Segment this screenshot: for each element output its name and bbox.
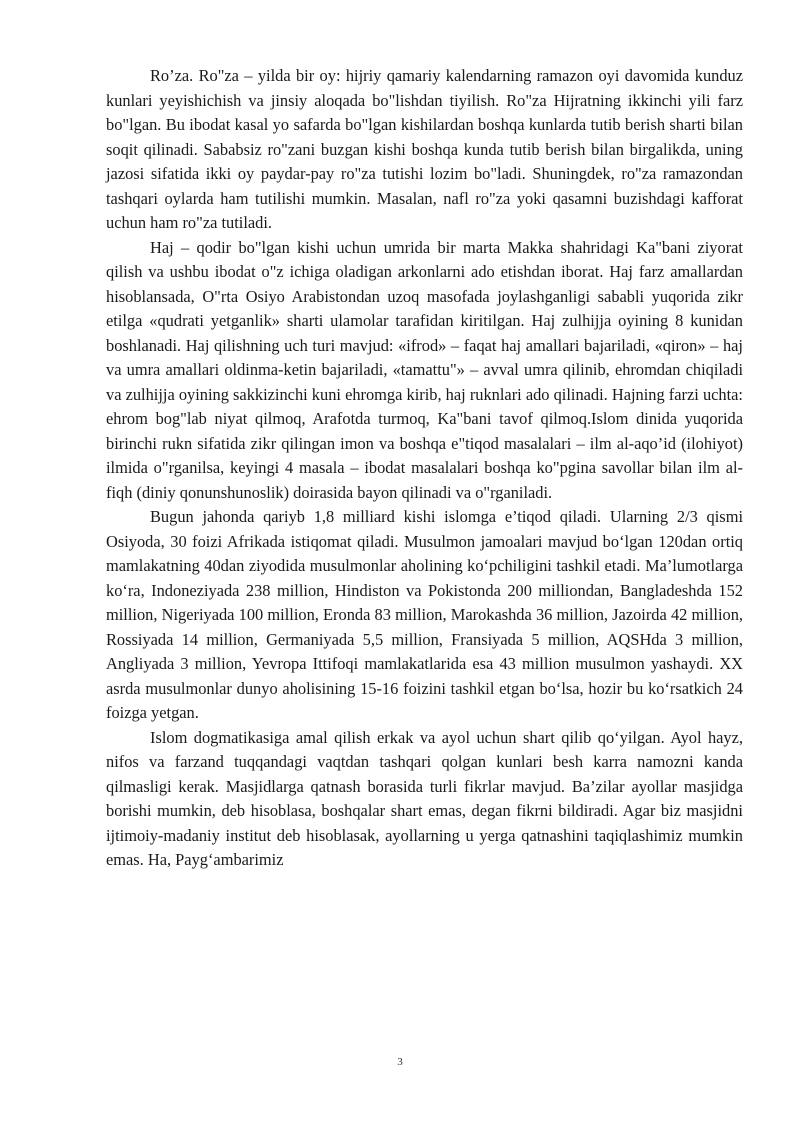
paragraph-haj: Haj – qodir bo"lgan kishi uchun umrida bir marta Makka shahridagi Ka"bani ziyorat qilish va ushbu ibodat o"z ichiga oladigan arkonlarni ado etishdan iborat. Haj farz amallardan hisoblansada, O"rta Osiyo Arabistondan uzoq masofada joylashganligi sababli yuqorida zikr etilga «qudrati yetganlik» sharti ulamolar tarafidan kiritilgan. Haj zulhijja oyining 8 kunidan boshlanadi. Haj qilishning uch turi mavjud: «ifrod» – faqat haj amallari bajariladi, «qiron» – haj va umra amallari oldinma-ketin bajariladi, «tamattu"» – avval umra qilinib, ehromdan chiqiladi va zulhijja oyining sakkizinchi kuni ehromga kirib, haj ruknlari ado qilinadi. Hajning farzi uchta: ehrom bog"lab niyat qilmoq, Arafotda turmoq, Ka"bani tavof qilmoq.Islom dinida yuqorida birinchi rukn sifatida zikr qilingan imon va boshqa e"tiqod masalalari – ilm al-aqo’id (ilohiyot) ilmida o"rganilsa, keyingi 4 masala – ibodat masalalari boshqa ko"pgina savollar bilan ilm al-fiqh (diniy qonunshunoslik) doirasida bayon qilinadi va o"rganiladi. — [106, 237, 743, 502]
body-text — [106, 64, 743, 873]
paragraph-statistics: Bugun jahonda qariyb 1,8 milliard kishi islomga e’tiqod qiladi. Ularning 2/3 qismi Osiyoda, 30 foizi Afrikada istiqomat qiladi. Musulmon jamoalari mavjud bo‘lgan 120dan ortiq mamlakatning 40dan ziyodida musulmonlar aholining ko‘pchiligini tashkil etadi. Ma’lumotlarga ko‘ra, Indoneziyada 238 million, Hindiston va Pokistonda 200 milliondan, Bangladeshda 152 million, Nigeriyada 100 million, Eronda 83 million, Marokashda 36 million, Jazoirda 42 million, Rossiyada 14 million, Germaniyada 5,5 million, Fransiyada 5 million, AQSHda 3 million, Angliyada 3 million, Yevropa Ittifoqi mamlakatlarida esa 43 million musulmon yashaydi. XX asrda musulmonlar dunyo aholisining 15-16 foizini tashkil etgan bo‘lsa, hozir bu ko‘rsatkich 24 foizga yetgan. — [106, 507, 743, 722]
paragraph-ruza: Ro’za. Ro"za – yilda bir oy: hijriy qamariy kalendarning ramazon oyi davomida kunduz kunlari yeyishichish va jinsiy aloqada bo"lishdan tiyilish. Ro"za Hijratning ikkinchi yili farz bo"lgan. Bu ibodat kasal yo safarda bo"lgan kishilardan boshqa kunlarda tutib berish sharti bilan soqit qilinadi. Sababsiz ro"zani buzgan kishi boshqa kunda tutib berish bilan birgalikda, uning jazosi sifatida ikki oy paydar-pay ro"za tutishi lozim bo"ladi. Shuningdek, ro"za ramazondan tashqari oylarda ham tutilishi mumkin. Masalan, nafl ro"za yoki qasamni buzishdagi kafforat uchun ham ro"za tutiladi. — [106, 66, 743, 232]
paragraph-dogmatics: Islom dogmatikasiga amal qilish erkak va ayol uchun shart qilib qo‘yilgan. Ayol hayz, nifos va farzand tuqqandagi vaqtdan tashqari qolgan kunlari besh karra namozni kanda qilmasligi kerak. Masjidlarga qatnash borasida turli fikrlar mavjud. Ba’zilar ayollar masjidga borishi mumkin, deb hisoblasa, boshqalar shart emas, degan fikrni bildiradi. Agar biz masjidni ijtimoiy-madaniy institut deb hisoblasak, ayollarning u yerga qatnashini taqiqlashimiz mumkin emas. Ha, Payg‘ambarimiz — [106, 727, 743, 869]
page-number: 3 — [397, 1056, 403, 1068]
